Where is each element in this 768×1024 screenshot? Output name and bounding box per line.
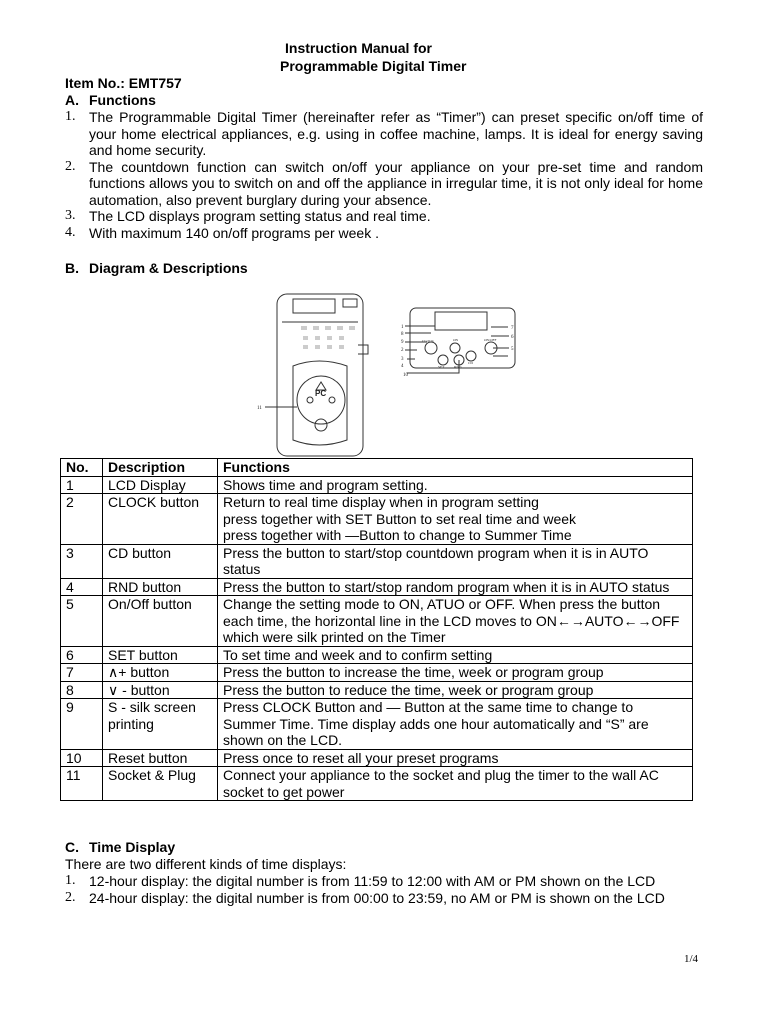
svg-text:RND: RND [454, 365, 462, 369]
functions-table [60, 458, 693, 801]
cd-button-drawing [466, 351, 476, 361]
row-description: Socket & Plug [103, 767, 218, 801]
section-a-letter: A. [65, 92, 79, 108]
list-item [65, 890, 703, 907]
svg-text:ON: ON [453, 338, 459, 342]
row-description: S - silk screen printing [103, 699, 218, 750]
svg-text:3: 3 [401, 357, 404, 362]
list-item [65, 873, 703, 890]
time-display-intro: There are two different kinds of time displays: [65, 856, 347, 872]
row-number: 3 [61, 544, 103, 578]
list-item-number: 2. [65, 889, 76, 905]
table-row [61, 664, 693, 682]
section-c-letter: C. [65, 839, 79, 855]
doc-title-line1: Instruction Manual for [285, 40, 432, 56]
list-item [65, 159, 703, 209]
row-description: On/Off button [103, 596, 218, 647]
row-number: 5 [61, 596, 103, 647]
table-row [61, 646, 693, 664]
section-b-letter: B. [65, 260, 79, 276]
table-row [61, 494, 693, 545]
list-item-text: The Programmable Digital Timer (hereinafter refer as “Timer”) can preset specific on/off time of your home electrical appliances, e.g. using in coffee machine, lamps. It is ideal for energy saving and home security. [89, 109, 703, 158]
item-number: Item No.: EMT757 [65, 75, 182, 91]
row-function: Return to real time display when in program setting press together with SET Button to set real time and week press together with —Button to change to Summer Time [218, 494, 693, 545]
row-function: Press the button to start/stop countdown program when it is in AUTO status [218, 544, 693, 578]
timer-diagram [255, 290, 525, 460]
time-display-list [65, 873, 703, 906]
row-function: To set time and week and to confirm setting [218, 646, 693, 664]
row-function: Press the button to increase the time, week or program group [218, 664, 693, 682]
row-number: 4 [61, 578, 103, 596]
row-description: ∨ - button [103, 681, 218, 699]
row-function: Connect your appliance to the socket and plug the timer to the wall AC socket to get power [218, 767, 693, 801]
row-number: 6 [61, 646, 103, 664]
table-row [61, 749, 693, 767]
table-row [61, 596, 693, 647]
row-description: Reset button [103, 749, 218, 767]
table-row [61, 767, 693, 801]
row-number: 7 [61, 664, 103, 682]
table-row [61, 476, 693, 494]
list-item-text: 12-hour display: the digital number is from 11:59 to 12:00 with AM or PM shown on the LCD [89, 873, 656, 889]
row-number: 11 [61, 767, 103, 801]
row-number: 1 [61, 476, 103, 494]
section-b-title: Diagram & Descriptions [89, 260, 248, 276]
panel-detail [410, 308, 515, 368]
list-item-text: With maximum 140 on/off programs per week . [89, 224, 379, 241]
row-function: Press CLOCK Button and — Button at the same time to change to Summer Time. Time display adds one hour automatically and “S” are shown on the LCD. [218, 699, 693, 750]
list-item [65, 109, 703, 159]
svg-text:10: 10 [403, 373, 408, 378]
row-description: CD button [103, 544, 218, 578]
pc-label: PC [315, 389, 327, 398]
clock-button-drawing [425, 342, 437, 354]
timer-body [277, 294, 363, 456]
row-function: Change the setting mode to ON, ATUO or OFF. When press the button each time, the horizontal line in the LCD moves to ON←→AUTO←→OFF which were silk printed on the Timer [218, 596, 693, 647]
section-c-title: Time Display [89, 839, 176, 855]
row-description: ∧+ button [103, 664, 218, 682]
row-description: SET button [103, 646, 218, 664]
row-number: 9 [61, 699, 103, 750]
section-b-heading [65, 260, 248, 277]
table-row [61, 699, 693, 750]
table-row [61, 578, 693, 596]
svg-text:4: 4 [401, 364, 404, 369]
list-item-number: 1. [65, 873, 76, 888]
svg-text:7: 7 [511, 326, 514, 331]
list-item-text: The countdown function can switch on/off your appliance on your pre-set time and random functions allows you to switch on and off the appliance in irregular time, it is not only ideal for home automation, also prevent burglary during your absence. [89, 158, 703, 208]
svg-text:ON/OFF: ON/OFF [484, 338, 497, 342]
row-function: Press the button to start/stop random program when it is in AUTO status [218, 578, 693, 596]
header-description: Description [103, 459, 218, 477]
svg-text:SET: SET [438, 365, 445, 369]
socket-face [297, 376, 345, 424]
list-item-number: 4. [65, 224, 76, 240]
list-item-number: 3. [65, 208, 76, 223]
svg-text:5: 5 [511, 347, 514, 352]
svg-text:11: 11 [257, 406, 262, 411]
set-button-drawing [438, 355, 448, 365]
list-item [65, 208, 703, 225]
lcd-display-drawing [293, 299, 335, 313]
list-item [65, 225, 703, 242]
svg-text:CD: CD [468, 361, 473, 365]
list-item-text: The LCD displays program setting status and real time. [89, 208, 431, 224]
header-functions: Functions [218, 459, 693, 477]
svg-text:2: 2 [401, 348, 404, 353]
list-item-text: 24-hour display: the digital number is from 00:00 to 23:59, no AM or PM is shown on the LCD [89, 889, 665, 906]
list-item-number: 2. [65, 158, 76, 174]
page-number: 1/4 [684, 953, 699, 965]
row-number: 8 [61, 681, 103, 699]
header-no: No. [61, 459, 103, 477]
svg-text:9: 9 [401, 340, 404, 345]
panel-lcd [435, 312, 487, 330]
row-function: Shows time and program setting. [218, 476, 693, 494]
doc-title-line2: Programmable Digital Timer [280, 58, 467, 74]
section-a-heading [65, 92, 156, 109]
functions-list [65, 109, 703, 241]
row-number: 10 [61, 749, 103, 767]
svg-text:8: 8 [401, 332, 404, 337]
on-button-drawing [450, 343, 460, 353]
table-row [61, 681, 693, 699]
svg-text:1: 1 [401, 325, 404, 330]
row-description: LCD Display [103, 476, 218, 494]
table-row [61, 544, 693, 578]
svg-text:CLOCK: CLOCK [422, 339, 434, 343]
socket-outline [293, 361, 347, 445]
row-function: Press once to reset all your preset programs [218, 749, 693, 767]
section-a-title: Functions [89, 92, 156, 108]
section-c-heading [65, 839, 175, 856]
row-description: CLOCK button [103, 494, 218, 545]
row-description: RND button [103, 578, 218, 596]
table-header-row [61, 459, 693, 477]
row-number: 2 [61, 494, 103, 545]
list-item-number: 1. [65, 109, 76, 124]
svg-text:6: 6 [511, 335, 514, 340]
row-function: Press the button to reduce the time, week or program group [218, 681, 693, 699]
